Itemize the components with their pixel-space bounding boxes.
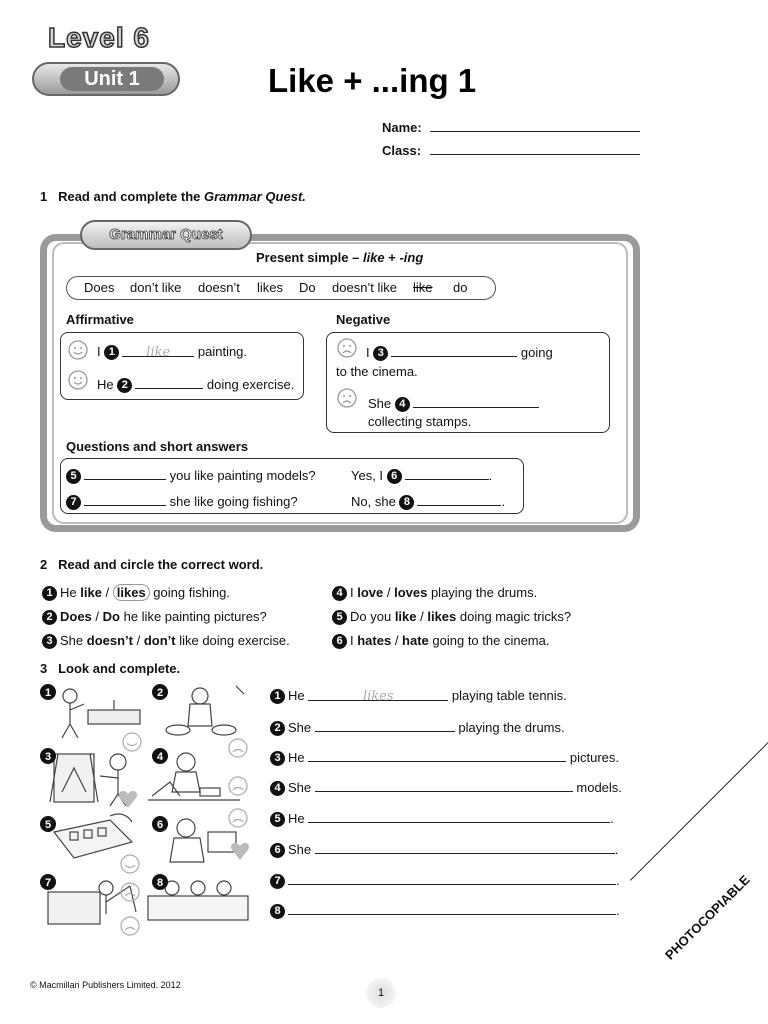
answer-blank[interactable] <box>84 467 166 480</box>
photocopiable-label: PHOTOCOPIABLE <box>662 871 753 963</box>
picture-label: 4 <box>156 751 164 763</box>
happy-face-mouth <box>125 865 135 868</box>
item-pre: I <box>350 585 358 600</box>
answer-blank[interactable] <box>308 810 610 823</box>
class-label: Class: <box>382 143 422 158</box>
option-1[interactable]: like <box>80 585 102 600</box>
answer-blank[interactable] <box>84 493 166 506</box>
photocopiable-divider <box>630 739 768 881</box>
subtitle-like: like <box>362 250 385 265</box>
answer-blank[interactable] <box>122 344 194 360</box>
happy-face-mouth <box>127 743 137 746</box>
sentence-end: painting. <box>197 344 248 359</box>
word-bank-item: doesn’t <box>198 280 240 295</box>
period: . <box>488 468 493 483</box>
picture-label: 1 <box>44 687 52 699</box>
answer-start: Yes, I <box>351 468 384 483</box>
questions-title: Questions and short answers <box>66 439 249 454</box>
answer-blank[interactable] <box>308 688 448 704</box>
option-2[interactable]: don’t <box>143 633 176 648</box>
example-answer: likes <box>362 689 394 704</box>
answer-blank[interactable] <box>315 779 573 792</box>
exercise-instruction-italic: Grammar Quest. <box>204 189 306 204</box>
ex2-item-5 <box>332 609 571 625</box>
number-marker: 5 <box>66 469 81 484</box>
subject: He <box>97 377 114 392</box>
picture-5-stamps <box>54 814 132 858</box>
activity-pictures <box>40 682 252 938</box>
option-2[interactable]: loves <box>394 585 428 600</box>
exercise-3-heading <box>40 661 180 676</box>
ex3-item-4 <box>270 779 622 796</box>
number-marker: 1 <box>42 586 57 601</box>
item-post: like doing exercise. <box>175 633 290 648</box>
item-pre: She <box>60 633 87 648</box>
answer-blank[interactable] <box>405 467 489 480</box>
item-post: going fishing. <box>149 585 230 600</box>
sad-face-mouth <box>233 788 243 791</box>
item-post: he like painting pictures? <box>119 609 267 624</box>
copyright: © Macmillan Publishers Limited. 2012 <box>30 980 181 990</box>
ex2-item-3 <box>42 633 290 649</box>
word-bank-item-used: like <box>413 280 433 295</box>
picture-3-painting <box>50 754 126 806</box>
grammar-quest-tab: Grammar Quest <box>80 220 252 250</box>
number-marker: 3 <box>270 751 285 766</box>
subject: I <box>366 345 370 360</box>
affirmative-title: Affirmative <box>66 312 134 327</box>
negative-line-1 <box>366 344 553 361</box>
unit-badge <box>32 62 180 96</box>
sentence-end: going <box>520 345 553 360</box>
exercise-number: 2 <box>40 557 48 572</box>
ex3-item-7 <box>270 872 620 889</box>
number-marker: 4 <box>270 781 285 796</box>
ex3-item-8 <box>270 902 620 919</box>
sad-face-icon <box>337 338 357 358</box>
subtitle-ing: -ing <box>399 250 424 265</box>
option-1[interactable]: love <box>357 585 384 600</box>
sentence-end: . <box>614 842 619 857</box>
number-marker: 3 <box>42 634 57 649</box>
affirmative-line-1 <box>97 344 247 360</box>
happy-face-icon <box>68 340 88 360</box>
number-marker: 7 <box>270 874 285 889</box>
example-answer: like <box>146 345 171 360</box>
answer-start: No, she <box>351 494 396 509</box>
ex3-item-2 <box>270 719 565 736</box>
ex3-item-1 <box>270 688 567 704</box>
separator: / <box>416 609 428 624</box>
answer-blank[interactable] <box>315 719 455 732</box>
number-marker: 2 <box>270 721 285 736</box>
sentence-end: doing exercise. <box>206 377 295 392</box>
item-post: going to the cinema. <box>428 633 550 648</box>
happy-face-icon <box>121 855 139 873</box>
sad-face-mouth <box>233 750 243 753</box>
word-bank-item: don’t like <box>130 280 182 295</box>
subject: She <box>288 780 312 795</box>
question-line-5 <box>66 467 316 484</box>
ex2-item-2 <box>42 609 267 625</box>
sentence-end: . <box>616 903 620 918</box>
subject: He <box>288 750 305 765</box>
heart-icon <box>119 791 137 808</box>
separator: / <box>391 633 403 648</box>
picture-label: 2 <box>156 687 164 699</box>
answer-blank[interactable] <box>417 493 501 506</box>
period: . <box>501 494 506 509</box>
number-marker: 2 <box>42 610 57 625</box>
level-title: Level 6 <box>48 22 150 53</box>
subject: She <box>288 842 312 857</box>
sad-face-mouth <box>125 928 135 931</box>
number-marker: 7 <box>66 495 81 510</box>
ex2-item-6 <box>332 633 549 649</box>
word-bank-item: do <box>453 280 468 295</box>
picture-label: 5 <box>44 819 52 831</box>
class-field[interactable] <box>430 154 640 155</box>
answer-line-8 <box>351 493 505 510</box>
exercise-instruction: Look and complete. <box>58 661 181 676</box>
answer-blank[interactable] <box>315 841 615 854</box>
number-marker: 8 <box>399 495 414 510</box>
picture-label: 7 <box>44 877 52 889</box>
sentence-end: playing the drums. <box>458 720 565 735</box>
subtitle-plus: + <box>384 250 400 265</box>
answer-blank[interactable] <box>288 872 616 885</box>
sad-face-icon <box>121 917 139 935</box>
sad-face-icon <box>229 777 247 795</box>
exercise-instruction: Read and circle the correct word. <box>58 557 264 572</box>
exercise-number: 3 <box>40 661 48 676</box>
question-end: she like going fishing? <box>169 494 298 509</box>
sad-face-mouth <box>233 820 243 823</box>
item-post: playing the drums. <box>427 585 538 600</box>
separator: / <box>383 585 395 600</box>
subtitle-prefix: Present simple – <box>256 250 363 265</box>
happy-face-icon <box>68 370 88 390</box>
page-title: Like + ...ing 1 <box>268 62 477 99</box>
sentence-end: . <box>610 811 614 826</box>
ex3-item-3 <box>270 749 619 766</box>
exercise-2-heading <box>40 557 263 572</box>
answer-blank[interactable] <box>288 902 616 915</box>
number-marker: 5 <box>332 610 347 625</box>
option-2[interactable]: Do <box>102 609 120 624</box>
unit-label: Unit 1 <box>60 67 164 91</box>
word-bank-item: likes <box>257 280 284 295</box>
item-pre: Do you <box>350 609 395 624</box>
number-marker: 5 <box>270 812 285 827</box>
negative-title: Negative <box>336 312 391 327</box>
exercise-instruction: Read and complete the <box>58 189 201 204</box>
picture-label: 8 <box>156 877 164 889</box>
sentence-end: playing table tennis. <box>451 688 567 703</box>
number-marker: 1 <box>104 345 119 360</box>
word-bank-item: Does <box>84 280 115 295</box>
picture-2-drums <box>166 686 244 735</box>
option-1[interactable]: hates <box>357 633 392 648</box>
name-label: Name: <box>382 120 422 135</box>
number-marker: 4 <box>395 397 410 412</box>
subject: He <box>288 811 305 826</box>
item-pre: I <box>350 633 358 648</box>
separator: / <box>91 609 103 624</box>
answer-blank[interactable] <box>135 376 203 389</box>
sentence-end: models. <box>576 780 622 795</box>
sentence-end: pictures. <box>569 750 620 765</box>
ex2-item-1 <box>42 585 230 601</box>
negative-line-2 <box>368 395 539 412</box>
heart-icon <box>231 843 249 860</box>
affirmative-line-2 <box>97 376 294 393</box>
negative-line-2-cont: collecting stamps. <box>368 414 472 429</box>
exercise-1-heading <box>40 189 306 204</box>
option-1[interactable]: doesn’t <box>86 633 133 648</box>
picture-label: 3 <box>44 751 52 763</box>
picture-1-table-tennis <box>62 689 140 738</box>
number-marker: 4 <box>332 586 347 601</box>
name-field[interactable] <box>430 131 640 132</box>
subject: I <box>97 344 101 359</box>
page-number: 1 <box>366 978 396 1008</box>
item-post: doing magic tricks? <box>456 609 572 624</box>
grammar-subtitle <box>256 250 423 265</box>
ex2-item-4 <box>332 585 537 601</box>
number-marker: 2 <box>117 378 132 393</box>
sad-face-icon <box>337 388 357 408</box>
answer-blank[interactable] <box>391 344 517 357</box>
sad-face-icon <box>229 739 247 757</box>
number-marker: 6 <box>332 634 347 649</box>
word-bank-item: doesn’t like <box>332 280 398 295</box>
number-marker: 8 <box>270 904 285 919</box>
sad-face-icon <box>229 809 247 827</box>
sad-face-icon <box>121 883 139 901</box>
answer-blank[interactable] <box>308 749 566 762</box>
number-marker: 3 <box>373 346 388 361</box>
number-marker: 6 <box>387 469 402 484</box>
item-pre: He <box>60 585 81 600</box>
option-1[interactable]: like <box>394 609 417 624</box>
answer-line-6 <box>351 467 492 484</box>
ex3-item-5 <box>270 810 614 827</box>
option-1[interactable]: Does <box>60 609 92 624</box>
negative-line-1-cont: to the cinema. <box>336 364 418 379</box>
subject: She <box>368 396 392 411</box>
subject: He <box>288 688 305 703</box>
ex3-item-6 <box>270 841 618 858</box>
subject: She <box>288 720 312 735</box>
option-2[interactable]: likes <box>427 609 457 624</box>
sentence-end: . <box>616 873 620 888</box>
sad-face-mouth <box>125 894 135 897</box>
number-marker: 6 <box>270 843 285 858</box>
word-bank-item: Do <box>299 280 316 295</box>
question-line-7 <box>66 493 298 510</box>
separator: / <box>101 585 113 600</box>
happy-face-icon <box>123 733 141 751</box>
answer-blank[interactable] <box>413 395 539 408</box>
question-end: you like painting models? <box>169 468 316 483</box>
picture-6-scene <box>170 819 236 862</box>
option-2-circled[interactable]: likes <box>113 584 150 601</box>
number-marker: 1 <box>270 689 285 704</box>
picture-label: 6 <box>156 819 164 831</box>
option-2[interactable]: hate <box>402 633 429 648</box>
exercise-number: 1 <box>40 189 48 204</box>
separator: / <box>132 633 144 648</box>
